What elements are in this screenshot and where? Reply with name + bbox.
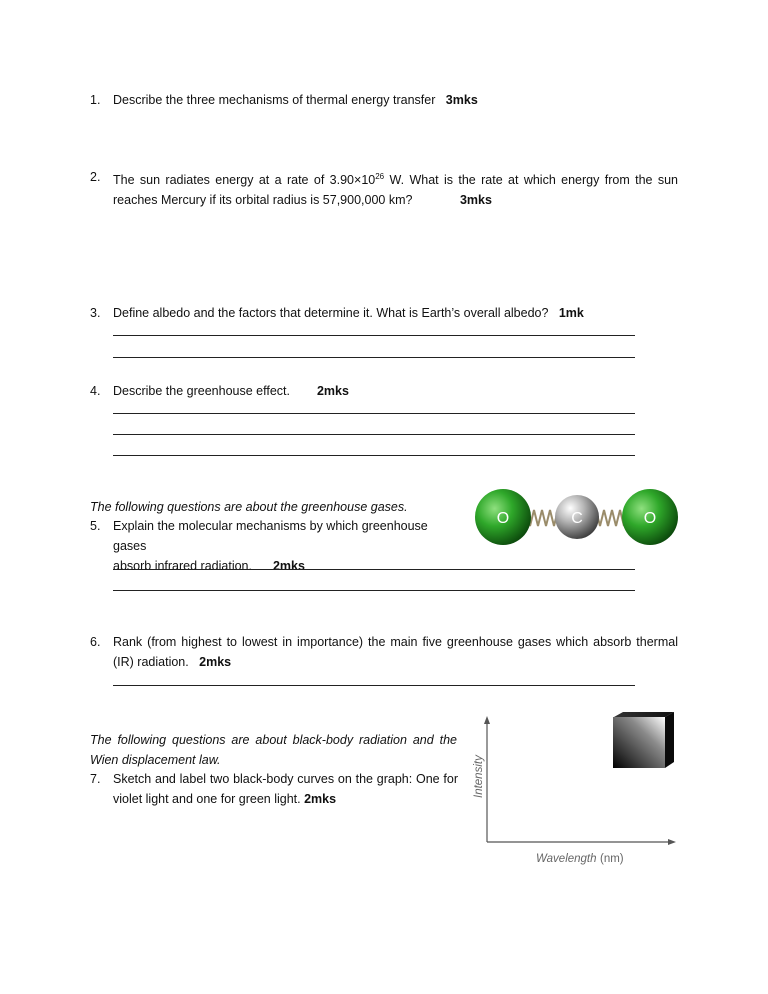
marks-label: 2mks — [272, 559, 305, 573]
marks-label: 1mk — [558, 306, 584, 320]
co2-molecule-illustration — [474, 486, 680, 548]
answer-line[interactable] — [113, 455, 635, 456]
question-text: Describe the greenhouse effect. — [113, 384, 290, 398]
question-text: Describe the three mechanisms of thermal energy transfer — [113, 93, 436, 107]
question-number: 4. — [90, 384, 101, 398]
question-text-line-1: Sketch and label two black-body curves on the graph: One for — [113, 772, 458, 786]
question-text: Define albedo and the factors that determine it. What is Earth’s overall albedo? — [113, 306, 549, 320]
question-3 — [90, 303, 678, 323]
section-intro-blackbody — [90, 730, 457, 770]
question-text-line-1: Explain the molecular mechanisms by which greenhouse gases — [113, 519, 428, 553]
question-2 — [90, 167, 678, 210]
question-number: 7. — [90, 772, 101, 786]
marks-label: 3mks — [445, 93, 478, 107]
question-number: 2. — [90, 170, 101, 184]
answer-line[interactable] — [113, 357, 635, 358]
x-axis — [487, 839, 676, 845]
answer-line[interactable] — [113, 569, 635, 570]
question-text-line-2: absorb infrared radiation. — [113, 559, 252, 573]
question-number: 5. — [90, 519, 101, 533]
question-4 — [90, 381, 678, 401]
oxygen-label-right: O — [643, 510, 657, 527]
section-intro-line-2: Wien displacement law. — [90, 753, 221, 767]
answer-line[interactable] — [113, 685, 635, 686]
answer-line[interactable] — [113, 590, 635, 591]
y-axis-label: Intensity — [473, 755, 485, 798]
question-6 — [90, 632, 678, 672]
question-text-part-1: The sun radiates energy at a rate of 3.90 — [113, 173, 354, 188]
times-sign: × — [354, 173, 362, 188]
marks-label: 2mks — [199, 655, 232, 669]
x-axis-label: Wavelength — [536, 853, 597, 865]
answer-line[interactable] — [113, 413, 635, 414]
marks-label: 2mks — [304, 792, 337, 806]
question-number: 3. — [90, 306, 101, 320]
question-text-part-2: W. What is the rate at which energy from the sun reaches Mercury if its orbital radius is 57,900,000 km? — [113, 173, 678, 208]
section-intro-greenhouse: The following questions are about the greenhouse gases. — [90, 500, 408, 514]
answer-line[interactable] — [113, 434, 635, 435]
blackbody-graph[interactable] — [466, 712, 692, 872]
power-base: 10 — [361, 173, 376, 188]
power-exponent: 26 — [375, 172, 385, 181]
question-text-line-2: violet light and one for green light. — [113, 792, 301, 806]
question-7 — [90, 769, 458, 809]
section-intro-line-1: The following questions are about black-body radiation and the — [90, 733, 457, 747]
question-text: Rank (from highest to lowest in importance) the main five greenhouse gases which absorb thermal (IR) radiation. — [113, 635, 678, 669]
black-body-cube-icon — [613, 712, 674, 768]
answer-line[interactable] — [113, 335, 635, 336]
x-axis-unit: (nm) — [600, 853, 624, 865]
marks-label: 2mks — [316, 384, 349, 398]
oxygen-label-left: O — [496, 510, 510, 527]
question-1 — [90, 90, 678, 110]
marks-label: 3mks — [459, 193, 492, 208]
carbon-label: C — [571, 510, 583, 527]
question-5 — [90, 516, 450, 576]
question-number: 6. — [90, 635, 101, 649]
question-number: 1. — [90, 93, 101, 107]
